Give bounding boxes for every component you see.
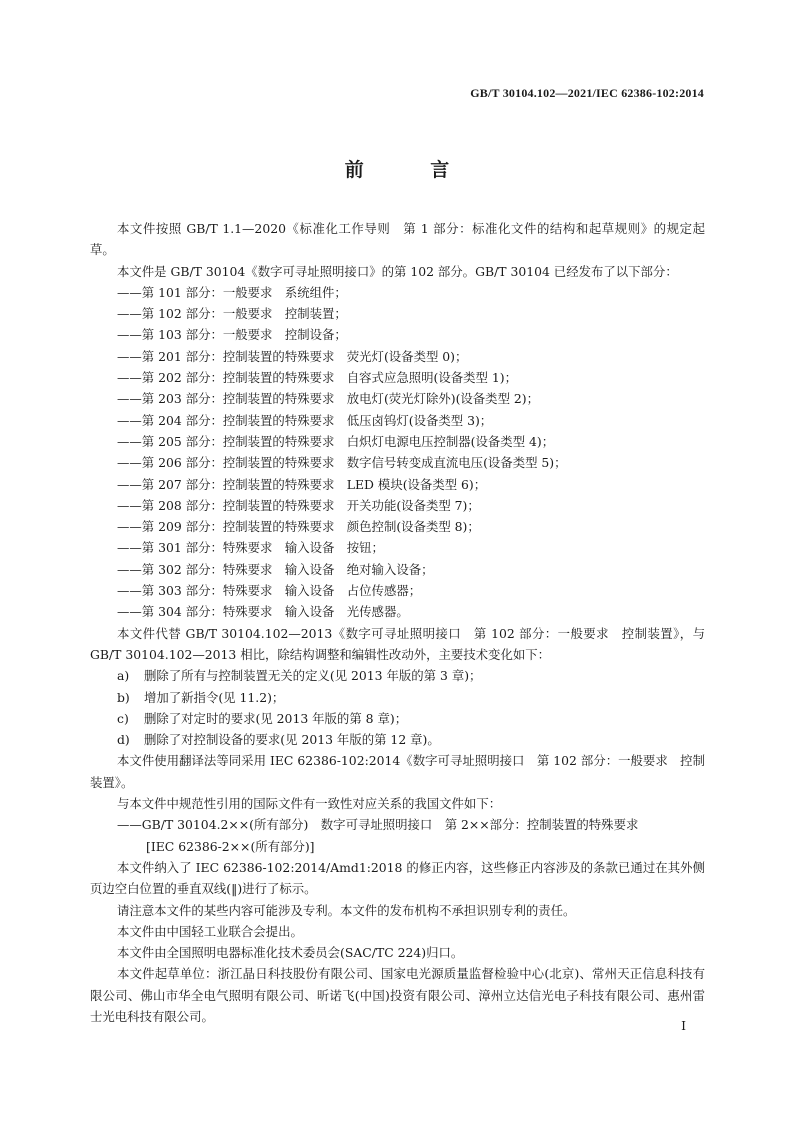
list-item: ——第 303 部分：特殊要求 输入设备 占位传感器； bbox=[117, 583, 422, 599]
document-header: GB/T 30104.102—2021/IEC 62386-102:2014 bbox=[470, 86, 704, 100]
list-item: ——第 103 部分：一般要求 控制设备； bbox=[117, 327, 347, 343]
list-item: ——第 202 部分：控制装置的特殊要求 自容式应急照明(设备类型 1)； bbox=[117, 370, 517, 386]
list-marker: d) bbox=[117, 732, 130, 748]
list-item: ——第 206 部分：控制装置的特殊要求 数字信号转变成直流电压(设备类型 5)； bbox=[117, 455, 567, 471]
list-marker: c) bbox=[117, 710, 129, 726]
list-item: ——第 209 部分：控制装置的特殊要求 颜色控制(设备类型 8)； bbox=[117, 519, 480, 535]
list-item: ——第 101 部分：一般要求 系统组件； bbox=[117, 284, 347, 300]
list-item: ——第 205 部分：控制装置的特殊要求 白炽灯电源电压控制器(设备类型 4)； bbox=[117, 433, 555, 449]
page-number: I bbox=[681, 1018, 686, 1033]
list-text: 增加了新指令(见 11.2)； bbox=[144, 689, 285, 705]
page-title: 前 言 bbox=[344, 159, 480, 181]
intro-paragraph: 本文件按照 GB/T 1.1—2020《标准化工作导则 第 1 部分：标准化文件的结构和起草规则》的规定起草。 bbox=[90, 221, 705, 258]
changes-list bbox=[90, 665, 705, 750]
parts-list bbox=[90, 282, 705, 623]
list-marker: b) bbox=[117, 689, 130, 705]
correspond-item: ——GB/T 30104.2××(所有部分) 数字可寻址照明接口 第 2××部分：控制装置的特殊要求 bbox=[117, 817, 639, 833]
list-item: ——第 207 部分：控制装置的特殊要求 LED 模块(设备类型 6)； bbox=[117, 476, 487, 492]
list-text: 删除了对定时的要求(见 2013 年版的第 8 章)； bbox=[144, 710, 408, 726]
committee-paragraph: 本文件由全国照明电器标准化技术委员会(SAC/TC 224)归口。 bbox=[117, 945, 464, 961]
correspond-intro: 与本文件中规范性引用的国际文件有一致性对应关系的我国文件如下： bbox=[117, 796, 502, 812]
amendment-paragraph: 本文件纳入了 IEC 62386-102:2014/Amd1:2018 的修正内容，这些修正内容涉及的条款已通过在其外侧页边空白位置的垂直双线(‖)进行了标示。 bbox=[90, 859, 705, 897]
correspond-item-continuation: [IEC 62386-2××(所有部分)] bbox=[146, 838, 315, 854]
list-item: ——第 301 部分：特殊要求 输入设备 按钮； bbox=[117, 540, 384, 556]
list-text: 删除了所有与控制装置无关的定义(见 2013 年版的第 3 章)； bbox=[144, 668, 482, 684]
proposer-paragraph: 本文件由中国轻工业联合会提出。 bbox=[117, 923, 303, 939]
list-item: ——第 102 部分：一般要求 控制装置； bbox=[117, 306, 347, 322]
patent-notice: 请注意本文件的某些内容可能涉及专利。本文件的发布机构不承担识别专利的责任。 bbox=[117, 902, 576, 918]
translation-paragraph: 本文件使用翻译法等同采用 IEC 62386-102:2014《数字可寻址照明接口 第 102 部分：一般要求 控制装置》。 bbox=[90, 753, 705, 790]
list-item bbox=[90, 729, 705, 750]
list-item bbox=[90, 687, 705, 708]
list-item: ——第 304 部分：特殊要求 输入设备 光传感器。 bbox=[117, 604, 409, 620]
foreword-body bbox=[90, 218, 705, 1027]
list-item: ——第 302 部分：特殊要求 输入设备 绝对输入设备； bbox=[117, 561, 434, 577]
list-text: 删除了对控制设备的要求(见 2013 年版的第 12 章)。 bbox=[144, 732, 440, 748]
list-item bbox=[90, 708, 705, 729]
list-item: ——第 208 部分：控制装置的特殊要求 开关功能(设备类型 7)； bbox=[117, 497, 480, 513]
list-item bbox=[90, 665, 705, 686]
list-item: ——第 203 部分：控制装置的特殊要求 放电灯(荧光灯除外)(设备类型 2)； bbox=[117, 391, 540, 407]
drafters-paragraph: 本文件起草单位：浙江晶日科技股份有限公司、国家电光源质量监督检验中心(北京)、常州天正信息科技有限公司、佛山市华全电气照明有限公司、昕诺飞(中国)投资有限公司、漳州立达信光电子科技有限公司、惠州雷士光电科技有限公司。 bbox=[90, 966, 705, 1024]
intro-paragraph: 本文件是 GB/T 30104《数字可寻址照明接口》的第 102 部分。GB/T 30104 已经发布了以下部分： bbox=[117, 263, 678, 279]
replace-paragraph: 本文件代替 GB/T 30104.102—2013《数字可寻址照明接口 第 102 部分：一般要求 控制装置》，与 GB/T 30104.102—2013 相比，除结构调整和编辑性改动外，主要技术变化如下： bbox=[90, 625, 705, 662]
list-marker: a) bbox=[117, 668, 130, 684]
list-item: ——第 204 部分：控制装置的特殊要求 低压卤钨灯(设备类型 3)； bbox=[117, 412, 493, 428]
list-item: ——第 201 部分：控制装置的特殊要求 荧光灯(设备类型 0)； bbox=[117, 348, 468, 364]
